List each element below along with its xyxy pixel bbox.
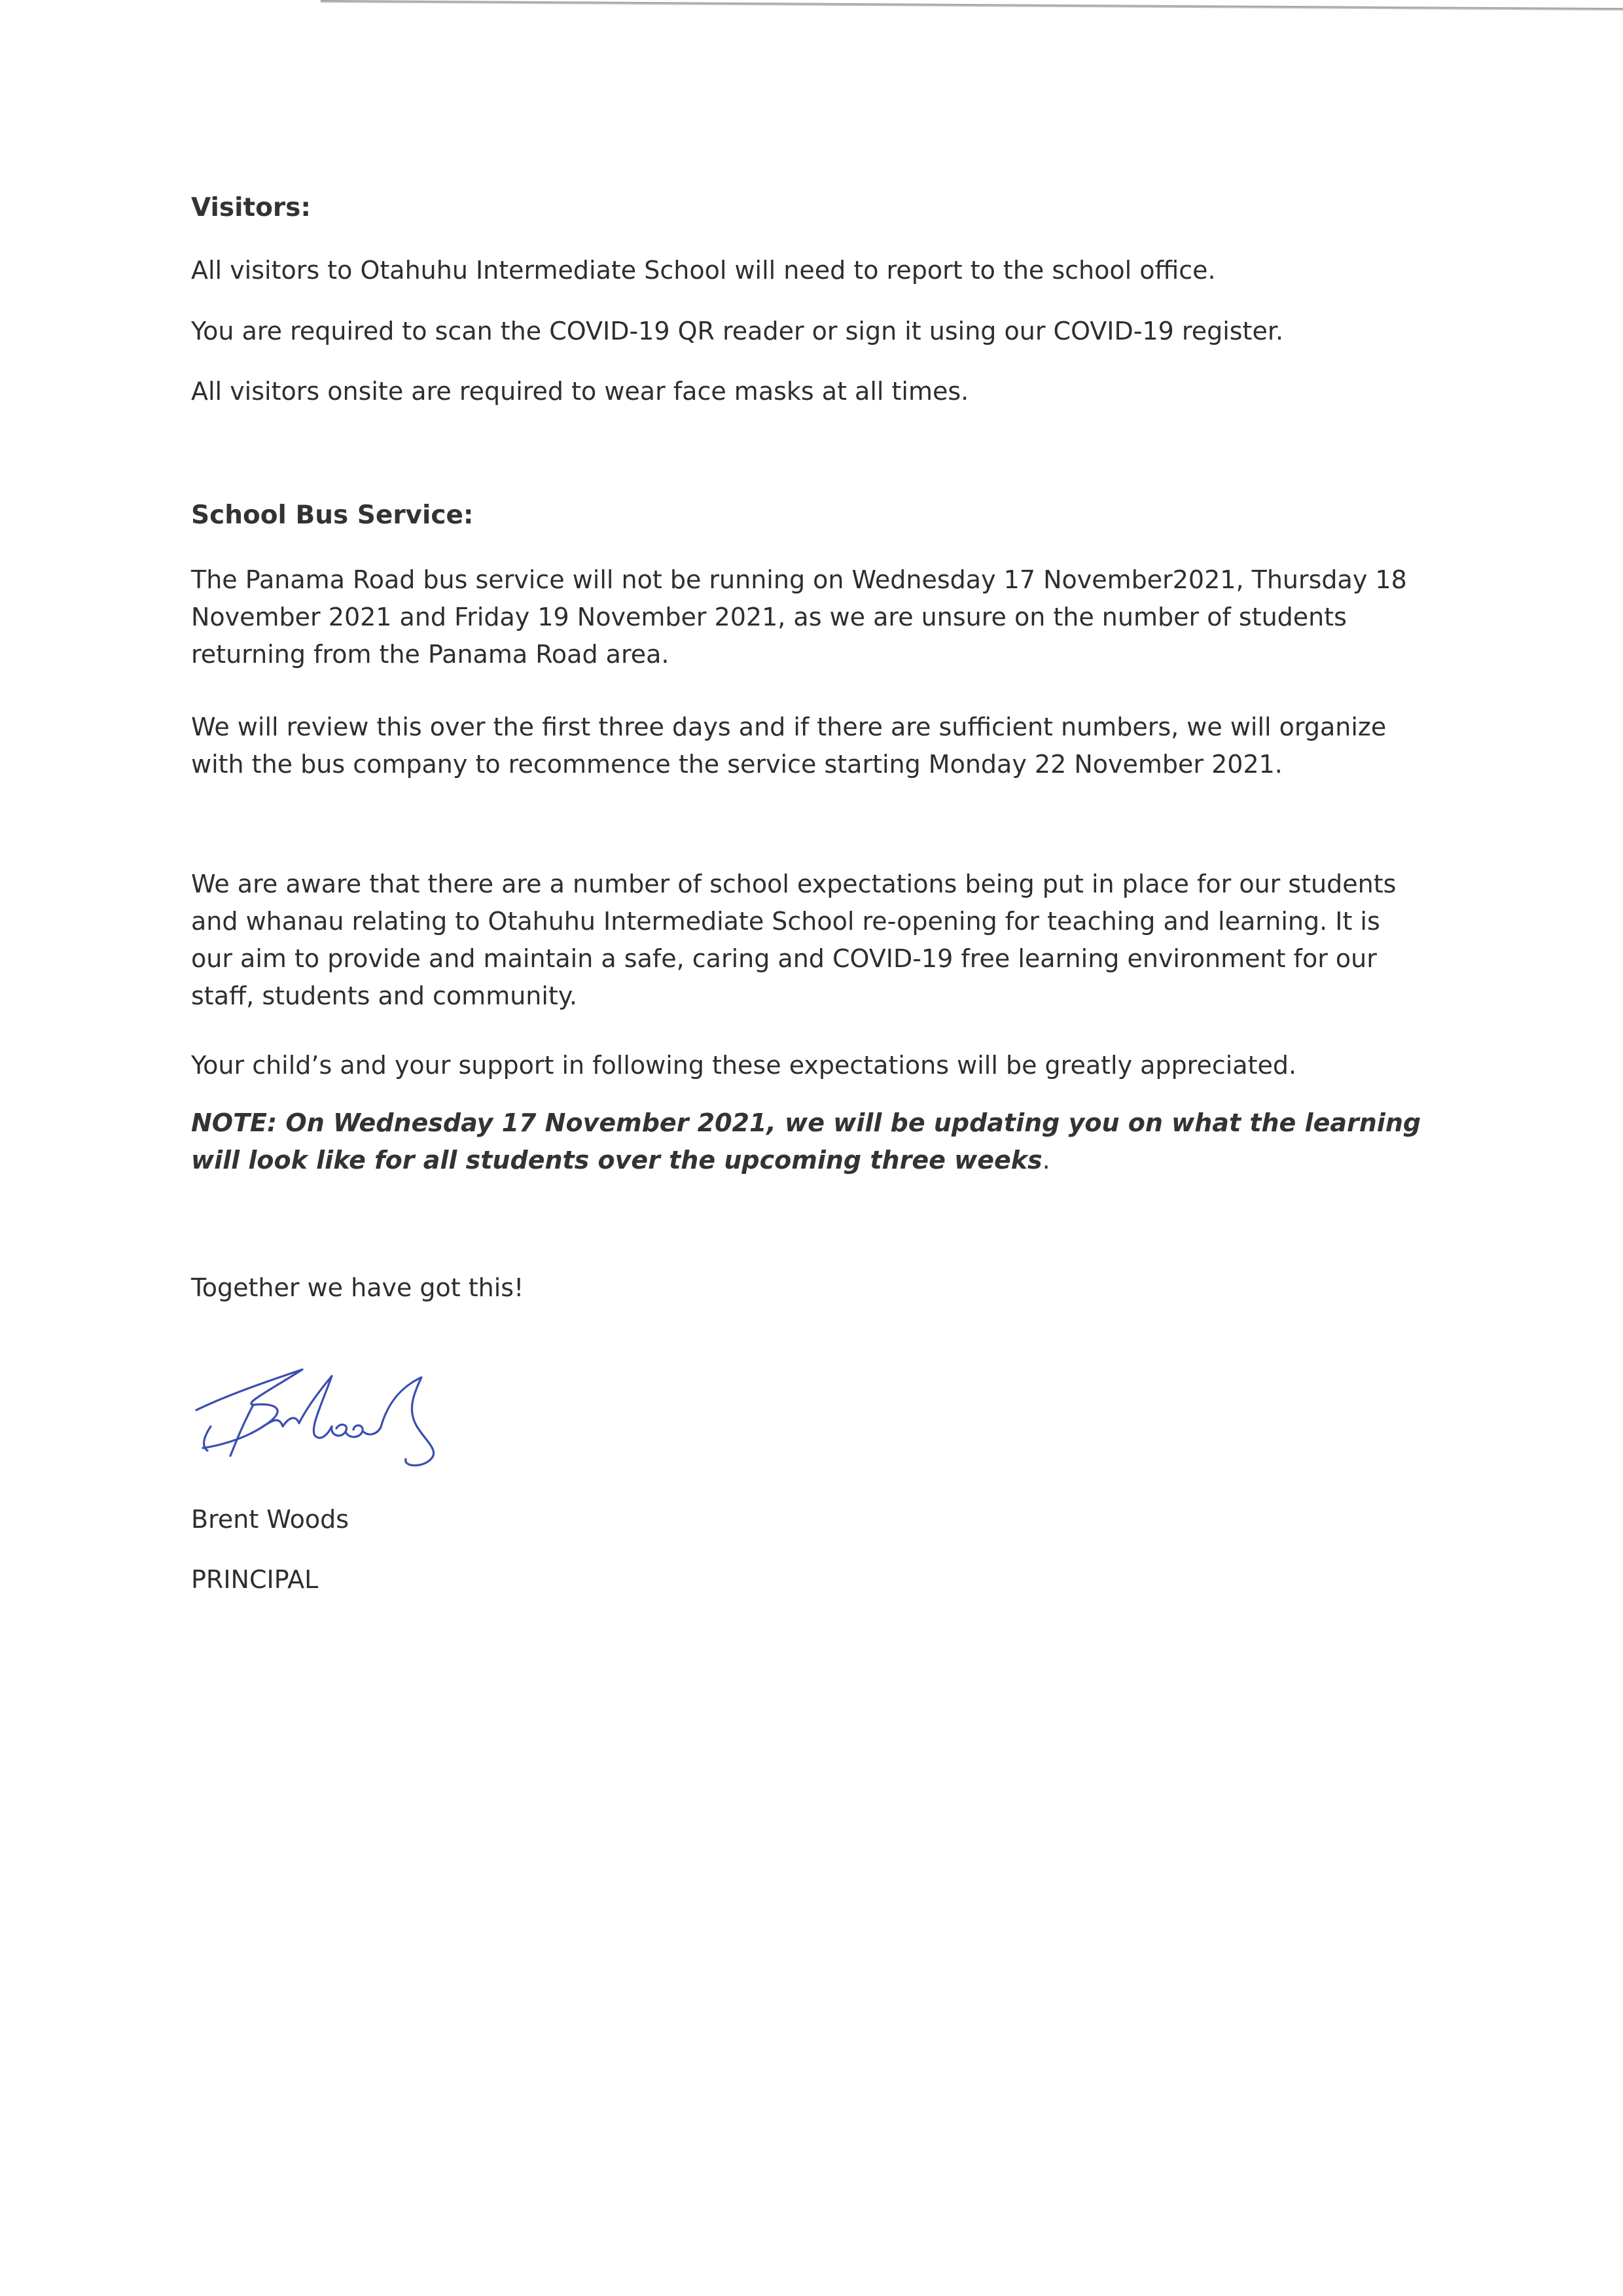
closing-paragraph-1: We are aware that there are a number of school expectations being put in place for our students and whanau relating to Otahuhu Intermediate School re-opening for teaching and learning. It is our aim to provide and maintain a safe, caring and COVID-19 free learning environment for our staff, students and community. — [191, 870, 1397, 1010]
bus-paragraph-2: We will review this over the first three days and if there are sufficient numbers, we will organize with the bus company to recommence the service starting Monday 22 November 2021. — [191, 713, 1387, 779]
note-end: . — [1042, 1146, 1050, 1174]
note-paragraph — [191, 1104, 1421, 1179]
signature-image — [191, 1364, 466, 1489]
scan-edge — [321, 0, 1623, 10]
signatory-name: Brent Woods — [191, 1505, 349, 1534]
note-text: NOTE: On Wednesday 17 November 2021, we will be updating you on what the learning will look like for all students over the upcoming three weeks — [191, 1108, 1421, 1174]
visitors-heading: Visitors: — [191, 193, 311, 222]
bus-paragraph-1: The Panama Road bus service will not be running on Wednesday 17 November2021, Thursday 18 November 2021 and Friday 19 November 2021, as we are unsure on the number of students returning from the Panama Road area. — [191, 565, 1407, 669]
bus-heading: School Bus Service: — [191, 501, 474, 530]
closing-paragraph-2: Your child’s and your support in following these expectations will be greatly appreciated. — [191, 1051, 1297, 1080]
sign-off: Together we have got this! — [191, 1273, 524, 1302]
visitors-line-1: All visitors to Otahuhu Intermediate School will need to report to the school office. — [191, 256, 1216, 285]
visitors-line-2: You are required to scan the COVID-19 QR reader or sign it using our COVID-19 register. — [191, 317, 1284, 345]
signatory-title: PRINCIPAL — [191, 1565, 319, 1594]
visitors-line-3: All visitors onsite are required to wear face masks at all times. — [191, 377, 969, 406]
